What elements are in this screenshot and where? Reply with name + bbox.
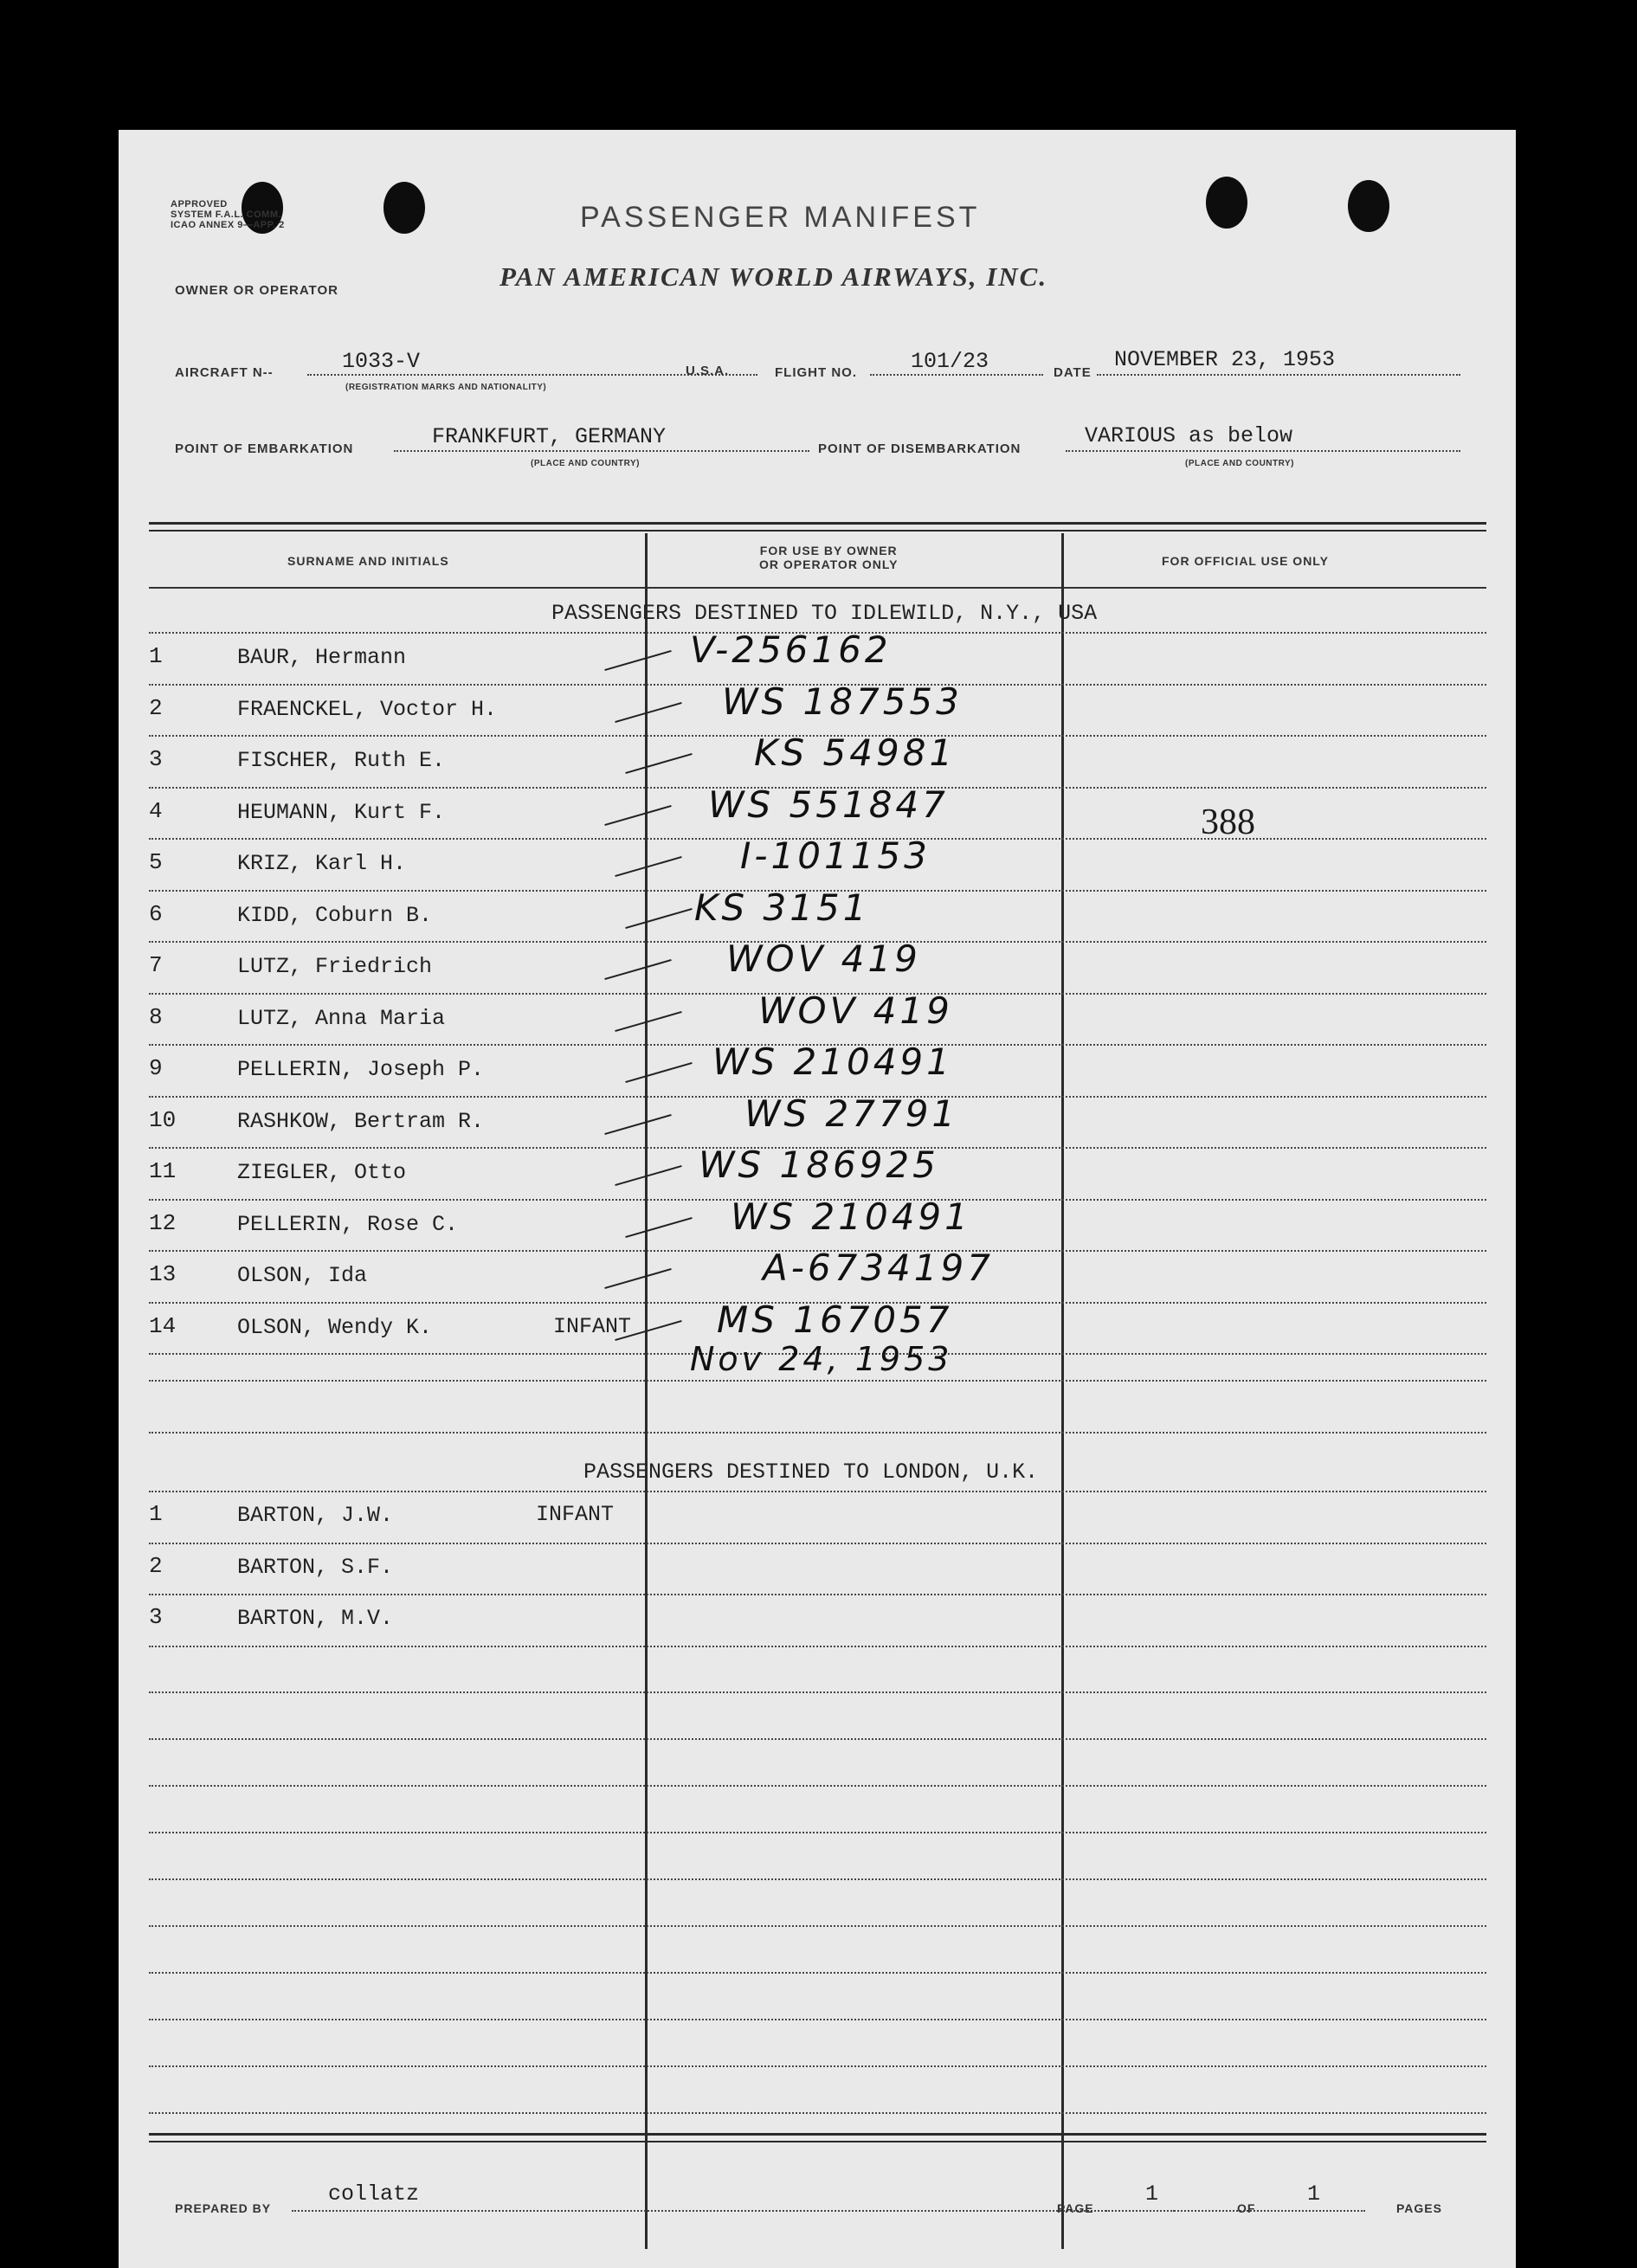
owner-label: OWNER OR OPERATOR <box>175 283 338 298</box>
of-label: OF <box>1237 2201 1256 2215</box>
underline <box>1097 374 1460 376</box>
aircraft-caption: (REGISTRATION MARKS AND NATIONALITY) <box>345 383 547 392</box>
embark-label: POINT OF EMBARKATION <box>175 441 354 456</box>
official-number: 388 <box>1201 802 1255 842</box>
punch-hole <box>383 182 425 234</box>
col-owner-use <box>759 544 898 571</box>
document-number: WS 210491 <box>731 1195 971 1238</box>
underline <box>394 450 809 452</box>
passenger-name: KIDD, Coburn B. <box>237 902 433 928</box>
document-number: WOV 419 <box>758 989 953 1032</box>
document-number: WS 27791 <box>744 1092 959 1135</box>
row-number: 1 <box>149 643 163 669</box>
passenger-name: BARTON, M.V. <box>237 1606 394 1631</box>
flight-value: 101/23 <box>911 349 989 374</box>
flight-label: FLIGHT NO. <box>775 365 857 380</box>
document-number: V-256162 <box>690 628 892 671</box>
airline-name: PAN AMERICAN WORLD AIRWAYS, INC. <box>499 261 1048 292</box>
passenger-name: ZIEGLER, Otto <box>237 1160 407 1185</box>
approval-line: ICAO ANNEX 9—APP. 2 <box>171 220 285 230</box>
page-value: 1 <box>1145 2181 1159 2207</box>
row-rule <box>149 2065 1486 2067</box>
document-number: A-6734197 <box>763 1247 994 1289</box>
passenger-name: RASHKOW, Bertram R. <box>237 1108 485 1134</box>
check-tick <box>604 1114 671 1135</box>
check-tick <box>604 959 671 980</box>
passenger-name: PELLERIN, Rose C. <box>237 1211 459 1237</box>
column-divider <box>1061 533 1064 2249</box>
row-rule <box>149 1925 1486 1927</box>
passenger-name: LUTZ, Friedrich <box>237 954 433 979</box>
document-number: KS 54981 <box>754 731 957 774</box>
underline <box>1105 2210 1365 2212</box>
row-number: 9 <box>149 1055 163 1081</box>
row-number: 3 <box>149 1604 163 1630</box>
passenger-note: INFANT <box>536 1502 615 1527</box>
row-number: 6 <box>149 900 163 927</box>
document-number: MS 167057 <box>717 1298 953 1341</box>
row-number: 3 <box>149 746 163 772</box>
check-tick <box>625 1062 692 1083</box>
passenger-name: BARTON, S.F. <box>237 1554 394 1580</box>
check-tick <box>604 1268 671 1289</box>
of-value: 1 <box>1307 2181 1321 2207</box>
header-bottom-rule <box>149 587 1486 589</box>
handwritten-date: Nov 24, 1953 <box>690 1340 953 1378</box>
passenger-name: FISCHER, Ruth E. <box>237 748 446 773</box>
row-rule <box>149 1738 1486 1740</box>
manifest-sheet <box>119 130 1516 2268</box>
check-tick <box>615 702 681 723</box>
passenger-name: KRIZ, Karl H. <box>237 851 407 876</box>
passenger-name: HEUMANN, Kurt F. <box>237 799 446 825</box>
form-title: PASSENGER MANIFEST <box>580 201 981 234</box>
row-rule <box>149 2112 1486 2114</box>
row-rule <box>149 1878 1486 1880</box>
date-value: NOVEMBER 23, 1953 <box>1114 347 1336 372</box>
passenger-name: OLSON, Wendy K. <box>237 1314 433 1340</box>
row-number: 2 <box>149 694 163 721</box>
row-number: 2 <box>149 1552 163 1579</box>
aircraft-value: 1033-V <box>342 349 421 374</box>
approval-stamp <box>171 199 285 230</box>
passenger-name: FRAENCKEL, Voctor H. <box>237 696 498 722</box>
page-label: PAGE <box>1057 2201 1094 2215</box>
row-rule <box>149 1972 1486 1974</box>
check-tick <box>615 856 681 877</box>
aircraft-label: AIRCRAFT N-- <box>175 365 274 380</box>
row-rule <box>149 1380 1486 1382</box>
passenger-name: OLSON, Ida <box>237 1263 368 1288</box>
disembark-caption: (PLACE AND COUNTRY) <box>1185 459 1294 468</box>
underline <box>292 2210 1175 2212</box>
row-number: 5 <box>149 849 163 875</box>
document-number: KS 3151 <box>694 886 870 929</box>
col-owner-use-line: FOR USE BY OWNER <box>759 544 898 557</box>
table-bottom-rule <box>149 2141 1486 2142</box>
check-tick <box>615 1011 681 1032</box>
passenger-name: BARTON, J.W. <box>237 1503 394 1528</box>
check-tick <box>625 753 692 774</box>
passenger-note: INFANT <box>553 1313 632 1339</box>
disembark-value: VARIOUS as below <box>1085 423 1293 448</box>
embark-caption: (PLACE AND COUNTRY) <box>531 459 640 468</box>
prepared-value: collatz <box>328 2181 420 2207</box>
row-rule <box>149 1432 1486 1434</box>
disembark-label: POINT OF DISEMBARKATION <box>818 441 1022 456</box>
passenger-name: BAUR, Hermann <box>237 645 407 670</box>
document-number: WS 210491 <box>712 1041 953 1083</box>
punch-hole <box>1206 177 1247 229</box>
punch-hole <box>1348 180 1389 232</box>
row-rule <box>149 1691 1486 1693</box>
section1-heading: PASSENGERS DESTINED TO IDLEWILD, N.Y., USA <box>551 601 1098 626</box>
table-top-rule <box>149 530 1486 532</box>
row-rule <box>149 1543 1486 1544</box>
date-label: DATE <box>1054 365 1092 380</box>
row-number: 1 <box>149 1501 163 1527</box>
embark-value: FRANKFURT, GERMANY <box>432 424 667 449</box>
pages-label: PAGES <box>1396 2201 1442 2215</box>
col-surname: SURNAME AND INITIALS <box>287 554 449 568</box>
underline <box>870 374 1043 376</box>
row-number: 8 <box>149 1003 163 1030</box>
underline <box>1066 450 1460 452</box>
document-number: WS 187553 <box>722 680 963 723</box>
column-divider <box>645 533 648 2249</box>
row-rule <box>149 2019 1486 2020</box>
row-number: 4 <box>149 797 163 824</box>
approval-line: SYSTEM F.A.L. COMM. <box>171 209 282 220</box>
passenger-name: LUTZ, Anna Maria <box>237 1005 446 1031</box>
row-number: 11 <box>149 1158 177 1184</box>
usa-label: U.S.A. <box>686 364 730 378</box>
passenger-name: PELLERIN, Joseph P. <box>237 1057 485 1082</box>
document-number: I-101153 <box>740 834 931 877</box>
check-tick <box>615 1165 681 1186</box>
prepared-label: PREPARED BY <box>175 2201 272 2215</box>
col-owner-use-line: OR OPERATOR ONLY <box>759 557 899 571</box>
row-rule <box>149 1646 1486 1647</box>
document-number: WS 186925 <box>699 1144 939 1186</box>
check-tick <box>604 650 671 671</box>
document-number: WOV 419 <box>726 937 921 980</box>
row-rule <box>149 1491 1486 1492</box>
row-rule <box>149 1785 1486 1787</box>
document-number: WS 551847 <box>708 783 949 826</box>
row-number: 7 <box>149 952 163 978</box>
row-rule <box>149 1832 1486 1833</box>
check-tick <box>604 805 671 826</box>
section2-heading: PASSENGERS DESTINED TO LONDON, U.K. <box>583 1459 1039 1485</box>
row-number: 12 <box>149 1209 177 1236</box>
row-number: 14 <box>149 1312 177 1339</box>
approval-line: APPROVED <box>171 199 228 209</box>
row-number: 10 <box>149 1106 177 1133</box>
table-bottom-rule <box>149 2133 1486 2136</box>
table-top-rule <box>149 522 1486 525</box>
check-tick <box>625 1217 692 1238</box>
col-official: FOR OFFICIAL USE ONLY <box>1162 554 1329 568</box>
row-number: 13 <box>149 1261 177 1287</box>
row-rule <box>149 1594 1486 1595</box>
check-tick <box>625 908 692 929</box>
